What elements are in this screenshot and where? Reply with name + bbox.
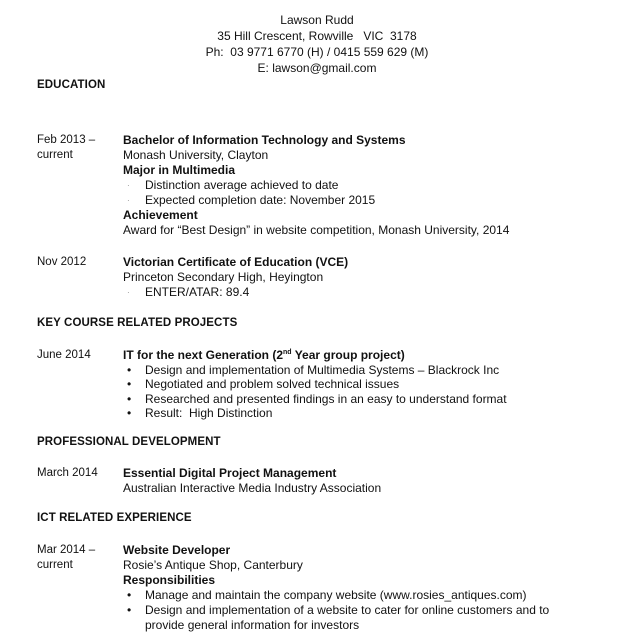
pd-date-1	[37, 466, 98, 481]
institution: Australian Interactive Media Industry Association	[123, 481, 382, 495]
phone: Ph: 03 9771 6770 (H) / 0415 559 629 (M)	[205, 45, 429, 59]
education-entry-1	[123, 133, 603, 238]
bullet-icon: •	[127, 406, 132, 420]
bullet-icon: •	[127, 588, 132, 602]
date-line: Feb 2013 –	[37, 134, 96, 146]
date-line: current	[37, 559, 73, 571]
bullet-icon: •	[127, 362, 132, 377]
course-title: Essential Digital Project Management	[123, 466, 337, 480]
education-date-2	[37, 255, 86, 270]
institution: Monash University, Clayton	[123, 148, 269, 162]
job-title: Website Developer	[123, 543, 231, 557]
project-date-1	[37, 348, 91, 363]
list-item: • Manage and maintain the company website (www.rosies_antiques.com)	[127, 588, 527, 602]
section-heading-experience: ICT RELATED EXPERIENCE	[37, 512, 192, 524]
responsibilities-heading: Responsibilities	[123, 573, 216, 587]
email: E: lawson@gmail.com	[257, 61, 377, 75]
bullet-icon: ·	[127, 288, 130, 297]
date-line: March 2014	[37, 467, 98, 479]
list-item: · Expected completion date: November 2015	[127, 193, 376, 207]
list-item: • Researched and presented findings in an easy to understand format	[127, 391, 507, 406]
date-line: June 2014	[37, 349, 91, 361]
bullet-icon: ·	[127, 196, 130, 205]
section-heading-professional-development: PROFESSIONAL DEVELOPMENT	[37, 436, 221, 448]
section-heading-education: EDUCATION	[37, 79, 106, 91]
bullet-icon: ·	[127, 181, 130, 190]
date-line: Nov 2012	[37, 256, 87, 268]
list-item: · ENTER/ATAR: 89.4	[127, 285, 250, 299]
pd-entry-1	[123, 466, 603, 496]
education-entry-2	[123, 255, 603, 300]
bullet-icon: •	[127, 377, 132, 391]
major-heading: Major in Multimedia	[123, 163, 236, 177]
bullet-icon: •	[127, 603, 132, 617]
address: 35 Hill Crescent, Rowville VIC 3178	[217, 29, 417, 43]
bullet-icon: •	[127, 391, 132, 406]
certificate-title: Victorian Certificate of Education (VCE)	[123, 255, 349, 269]
list-item: • Design and implementation of Multimedia Systems – Blackrock Inc	[127, 362, 500, 377]
project-entry-1	[123, 348, 603, 421]
experience-date-1	[37, 543, 95, 573]
achievement-heading: Achievement	[123, 208, 198, 222]
list-item: • Result: High Distinction	[127, 406, 273, 420]
date-line: current	[37, 149, 73, 161]
list-item: • Negotiated and problem solved technical issues	[127, 377, 400, 391]
list-item: • Design and implementation of a website to cater for online customers and to provide general information for investors	[127, 603, 550, 632]
achievement-text: Award for “Best Design” in website competition, Monash University, 2014	[123, 223, 510, 237]
applicant-name: Lawson Rudd	[280, 13, 354, 27]
experience-entry-1	[123, 543, 603, 633]
degree-title: Bachelor of Information Technology and Systems	[123, 133, 406, 147]
list-item: · Distinction average achieved to date	[127, 178, 339, 192]
project-title: IT for the next Generation (2nd Year group project)	[123, 348, 405, 362]
education-date-1	[37, 133, 95, 163]
section-heading-projects: KEY COURSE RELATED PROJECTS	[37, 317, 238, 329]
company: Rosie’s Antique Shop, Canterbury	[123, 558, 303, 572]
institution: Princeton Secondary High, Heyington	[123, 270, 324, 284]
date-line: Mar 2014 –	[37, 544, 96, 556]
contact-header	[0, 12, 634, 76]
